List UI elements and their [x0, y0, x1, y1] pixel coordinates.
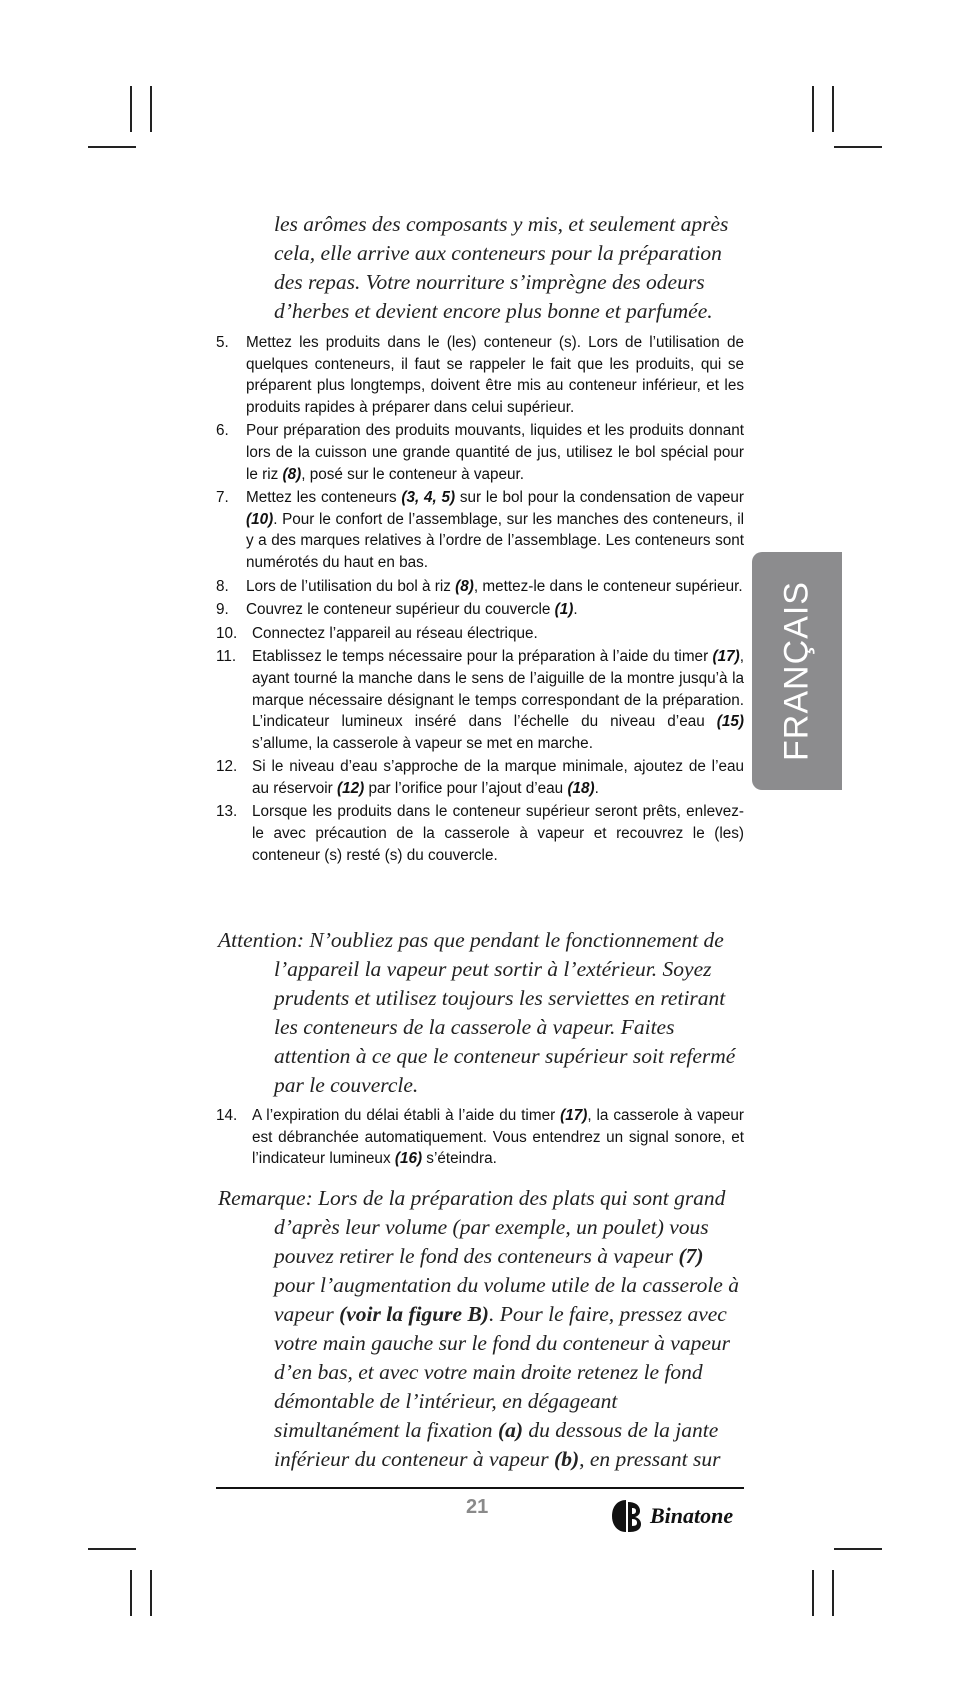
brand-logo-icon — [606, 1496, 646, 1536]
attention-note — [218, 926, 746, 1100]
list-item — [216, 1105, 744, 1170]
list-item-text: Couvrez le conteneur supérieur du couvercle — [246, 601, 555, 619]
list-item — [216, 801, 744, 866]
part-reference: (18) — [567, 779, 595, 797]
part-reference: (17) — [560, 1107, 588, 1124]
part-reference: (17) — [712, 648, 740, 666]
crop-mark — [812, 86, 814, 132]
crop-mark — [88, 1548, 136, 1550]
list-item — [216, 599, 744, 621]
list-item-text: , mettez-le dans le conteneur supérieur. — [473, 577, 743, 595]
crop-mark — [130, 86, 132, 132]
list-item — [216, 756, 744, 799]
list-item-text: A l’expiration du délai établi à l’aide du timer — [252, 1107, 561, 1124]
language-tab — [752, 552, 842, 790]
remarque-fragment: , en pressant sur — [579, 1447, 721, 1471]
part-reference: (a) — [497, 1418, 524, 1442]
list-item-text: , la casserole à vapeur est débranchée automatiquement. Vous entendrez un signal sonore, et l’indicateur lumineux — [252, 1107, 744, 1168]
part-reference: (7) — [678, 1244, 704, 1268]
list-item-number: 7. — [216, 489, 229, 507]
list-item-number: 6. — [216, 422, 229, 440]
list-item-text: . — [594, 779, 599, 797]
intro-line: des repas. Votre nourriture s’imprègne des odeurs — [274, 270, 705, 294]
remarque-fragment: du dessous de la jante inférieur du conteneur à vapeur — [274, 1418, 719, 1471]
list-item-text: , posé sur le conteneur à vapeur. — [301, 465, 525, 483]
list-item-text: . — [573, 601, 578, 619]
list-item-text: Mettez les conteneurs — [246, 489, 402, 507]
part-reference: (8) — [282, 465, 302, 483]
intro-line: d’herbes et devient encore plus bonne et parfumée. — [274, 299, 713, 323]
list-item-text: sur le bol pour la condensation de vapeur — [455, 489, 744, 507]
intro-line: les arômes des composants y mis, et seulement après — [274, 212, 729, 236]
list-item-text: par l’orifice pour l’ajout d’eau — [364, 779, 568, 797]
crop-mark — [834, 1548, 882, 1550]
crop-mark — [812, 1570, 814, 1616]
crop-mark — [150, 86, 152, 132]
crop-mark — [834, 146, 882, 148]
part-reference: (1) — [554, 601, 574, 619]
list-item — [216, 420, 744, 485]
part-reference: (8) — [455, 577, 474, 595]
list-item — [216, 487, 744, 573]
list-item-number: 5. — [216, 334, 229, 351]
list-item-number: 10. — [216, 624, 238, 642]
attention-text: Attention: N’oubliez pas que pendant le fonctionnement de l’appareil la vapeur peut sortir à l’extérieur. Soyez prudents et utilisez toujours les serviettes en retirant les conteneurs de la casserole à vapeur. Faites attention à ce que le conteneur supérieur soit refermé par le couvercle. — [218, 928, 736, 1097]
remarque-note — [218, 1184, 746, 1474]
list-item — [216, 332, 744, 418]
part-reference: (10) — [246, 510, 274, 528]
brand-name: Binatone — [650, 1503, 734, 1528]
part-reference: (12) — [337, 779, 365, 797]
list-item-text: , ayant tourné la manche dans le sens de l’aiguille de la montre jusqu’à la marque nécessaire désignant le temps correspondant de la préparation. L’indicateur lumineux inséré dans l’échelle du niveau d’eau — [252, 648, 744, 731]
part-reference: (16) — [394, 1150, 423, 1168]
list-item-number: 14. — [216, 1107, 238, 1124]
crop-mark — [130, 1570, 132, 1616]
remarque-fragment: Remarque: Lors de la préparation des plats qui sont grand d’après leur volume (par exemple, un poulet) vous pouvez retirer le fond des conteneurs à vapeur — [218, 1186, 726, 1268]
list-item-number: 12. — [216, 758, 238, 776]
remarque-fragment: pour l’augmentation du volume utile de la casserole à vapeur — [274, 1273, 739, 1326]
list-item — [216, 646, 744, 754]
part-reference: (b) — [554, 1447, 580, 1471]
list-item-number: 11. — [216, 648, 237, 666]
part-reference: (15) — [716, 713, 744, 731]
list-item-text: s’éteindra. — [422, 1150, 497, 1168]
list-item-number: 13. — [216, 803, 238, 821]
brand-logo — [606, 1496, 733, 1536]
remarque-fragment: . Pour le faire, pressez avec votre main gauche sur le fond du conteneur à vapeur d’en bas, et avec votre main droite retenez le fond démontable de l’intérieur, en dégageant simultanément la fixation — [274, 1302, 730, 1442]
part-reference: (3, 4, 5) — [401, 489, 456, 507]
footer-rule — [216, 1487, 744, 1489]
intro-paragraph — [274, 210, 744, 326]
list-item-text: Etablissez le temps nécessaire pour la préparation à l’aide du timer — [252, 648, 713, 666]
language-tab-label: FRANÇAIS — [777, 581, 816, 761]
list-item-text: Lors de l’utilisation du bol à riz — [246, 577, 456, 595]
list-item-text: Connectez l’appareil au réseau électrique. — [252, 624, 538, 642]
list-item-text: Pour préparation des produits mouvants, liquides et les produits donnant lors de la cuisson une grande quantité de jus, utilisez le bol spécial pour le riz — [246, 422, 744, 483]
list-item-text: Si le niveau d’eau s’approche de la marque minimale, ajoutez de l’eau au réservoir — [252, 758, 744, 797]
list-item-number: 9. — [216, 601, 229, 619]
instruction-list — [216, 332, 744, 868]
crop-mark — [832, 86, 834, 132]
list-item-text: . Pour le confort de l’assemblage, sur les manches des conteneurs, il y a des marques relatives à l’ordre de l’assemblage. Les conteneurs sont numérotés du haut en bas. — [246, 510, 744, 571]
list-item — [216, 576, 744, 598]
crop-mark — [150, 1570, 152, 1616]
list-item-text: s’allume, la casserole à vapeur se met en marche. — [252, 734, 593, 752]
remarque-text — [218, 1184, 746, 1474]
instruction-list — [216, 1105, 744, 1172]
crop-mark — [88, 146, 136, 148]
part-reference: (voir la figure B) — [339, 1302, 489, 1326]
list-item-number: 8. — [216, 577, 229, 595]
page-number: 21 — [466, 1496, 489, 1518]
crop-mark — [832, 1570, 834, 1616]
intro-line: cela, elle arrive aux conteneurs pour la préparation — [274, 241, 722, 265]
list-item-text: Mettez les produits dans le (les) conteneur (s). Lors de l’utilisation de quelques conteneurs, il faut se rappeler le fait que les produits, qui se préparent plus longtemps, doivent être mis au conteneur inférieur, et les produits rapides à préparer dans celui supérieur. — [246, 334, 744, 416]
list-item — [216, 623, 744, 645]
list-item-text: Lorsque les produits dans le conteneur supérieur seront prêts, enlevez-le avec précaution de la casserole à vapeur et recouvrez le (les) conteneur (s) resté (s) du couvercle. — [252, 803, 744, 864]
